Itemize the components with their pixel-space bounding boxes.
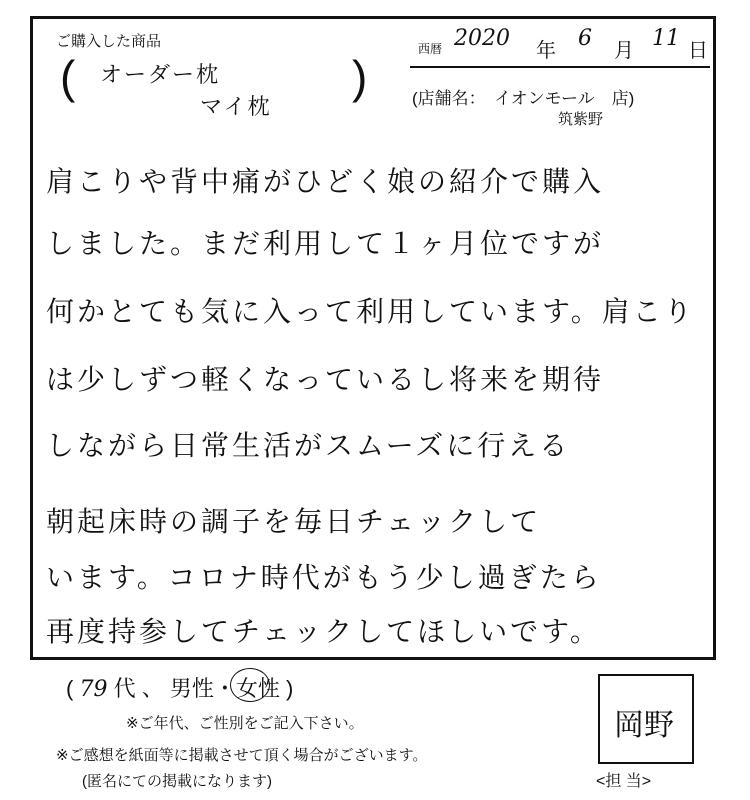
anonymity-notice: (匿名にての掲載になります) — [82, 773, 272, 790]
store-name-label: (店舗名： イオンモール 店) — [412, 89, 635, 108]
date-year: 2020 — [454, 26, 510, 51]
store-branch: 筑紫野 — [558, 111, 604, 128]
staff-box — [598, 674, 694, 764]
month-label: 月 — [614, 40, 634, 62]
comment-line: しました。まだ利用して１ヶ月位ですが — [46, 227, 605, 260]
product-name-line2: マイ枕 — [200, 95, 272, 120]
comment-line: は少しずつ軽くなっているし将来を期待 — [46, 363, 605, 396]
date-field — [418, 26, 708, 64]
date-underline — [410, 66, 710, 68]
demo-close-paren: ) — [286, 676, 294, 701]
product-close-bracket: ) — [352, 51, 368, 103]
demo-separator: 、 — [141, 676, 164, 701]
demographics-note: ※ご年代、ご性別をご記入下さい。 — [126, 715, 364, 732]
comment-line: 肩こりや背中痛がひどく娘の紹介で購入 — [46, 165, 605, 198]
date-day: 11 — [652, 26, 680, 51]
product-open-bracket: ( — [60, 51, 76, 103]
comment-line: 朝起床時の調子を毎日チェックして — [46, 505, 542, 538]
era-label: 西暦 — [418, 42, 443, 56]
day-label: 日 — [688, 40, 708, 62]
comment-line: しながら日常生活がスムーズに行える — [46, 429, 571, 462]
year-label: 年 — [536, 40, 556, 62]
staff-name: 岡野 — [614, 708, 674, 743]
comment-line: います。コロナ時代がもう少し過ぎたら — [46, 561, 602, 594]
male-option: 男性 — [169, 676, 214, 701]
female-option: 女性 — [235, 676, 280, 701]
demo-dot: ・ — [213, 676, 236, 701]
date-month: 6 — [578, 26, 592, 51]
product-name-line1: オーダー枕 — [100, 63, 221, 88]
demo-open-paren: ( — [66, 676, 74, 701]
comment-line: 何かとても気に入って利用しています。肩こり — [46, 295, 695, 328]
demographics — [66, 672, 293, 703]
product-label: ご購入した商品 — [56, 33, 162, 50]
age-label: 代 — [113, 676, 136, 701]
comment-line: 再度持参してチェックしてほしいです。 — [46, 615, 601, 648]
staff-label: <担 当> — [596, 773, 652, 790]
publication-notice: ※ご感想を紙面等に掲載させて頂く場合がございます。 — [56, 747, 428, 764]
female-selected-circle — [230, 668, 270, 702]
age-value: 79 — [79, 677, 108, 702]
